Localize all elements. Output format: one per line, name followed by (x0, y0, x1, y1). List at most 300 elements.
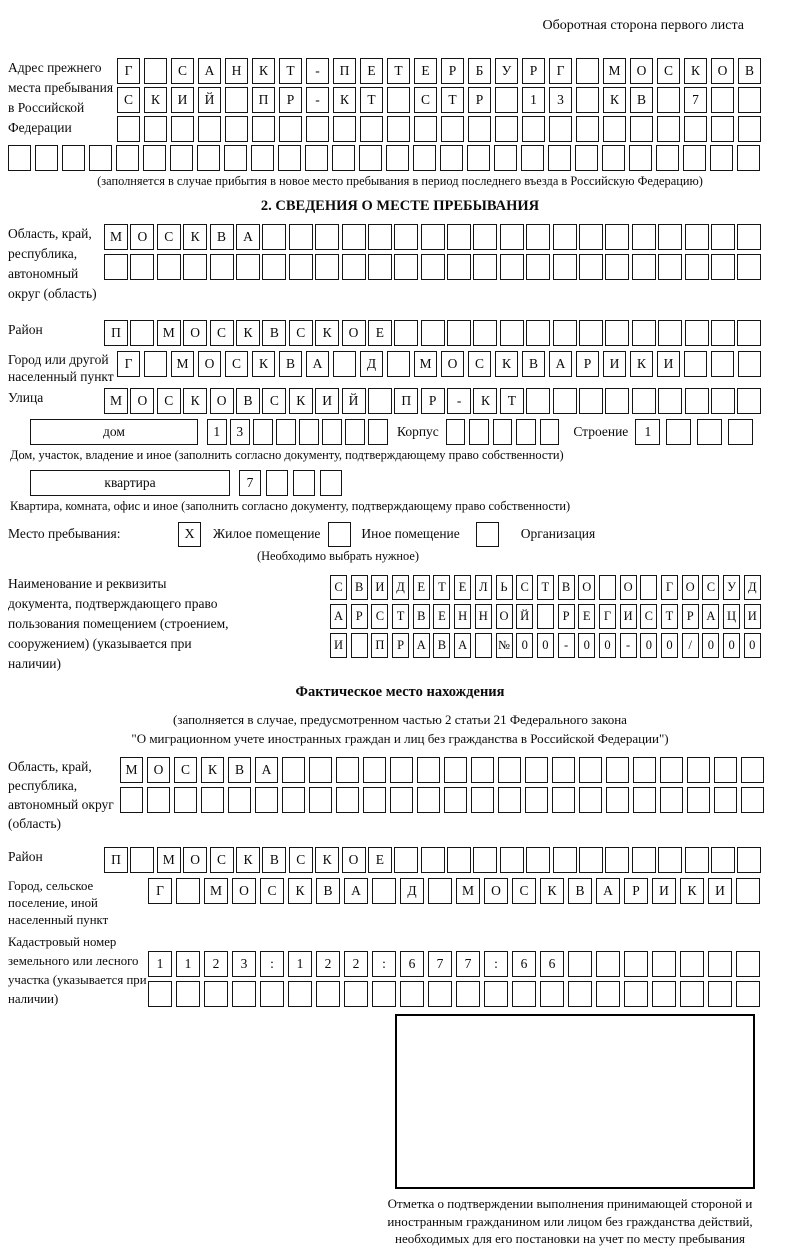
char-cell (282, 787, 305, 813)
char-cell: 0 (516, 633, 533, 658)
char-cell (658, 254, 682, 280)
char-cell (428, 878, 452, 904)
char-cell (224, 145, 247, 171)
char-cell: Ь (496, 575, 513, 600)
char-cell: Т (500, 388, 524, 414)
char-cell: Т (392, 604, 409, 629)
char-cell (632, 224, 656, 250)
char-cell: О (682, 575, 699, 600)
char-cell (344, 981, 368, 1007)
char-cell (685, 254, 709, 280)
char-cell (8, 145, 31, 171)
actual-location-caption (8, 710, 792, 748)
char-cell: С (330, 575, 347, 600)
char-cell: 7 (239, 470, 261, 496)
char-cell (456, 981, 480, 1007)
char-cell: К (183, 388, 207, 414)
char-cell: И (620, 604, 637, 629)
char-cell (737, 224, 761, 250)
char-cell: Т (661, 604, 678, 629)
actual-region-row-2 (120, 787, 768, 813)
char-cell: П (104, 320, 128, 346)
char-cell (394, 320, 418, 346)
char-cell (737, 847, 761, 873)
char-cell (512, 981, 536, 1007)
char-cell: О (342, 320, 366, 346)
stay-type-block (8, 521, 792, 547)
char-cell (596, 951, 620, 977)
street-row (104, 388, 764, 414)
char-cell: № (496, 633, 513, 658)
char-cell (540, 981, 564, 1007)
char-cell (579, 787, 602, 813)
char-cell: - (306, 58, 329, 84)
char-cell (413, 145, 436, 171)
char-cell: 0 (744, 633, 761, 658)
char-cell: Н (454, 604, 471, 629)
char-cell (576, 87, 599, 113)
region-block (8, 224, 792, 304)
char-cell (363, 757, 386, 783)
char-cell: П (371, 633, 388, 658)
char-cell (467, 145, 490, 171)
char-cell: В (236, 388, 260, 414)
prev-address-rows (117, 58, 765, 142)
char-cell: П (394, 388, 418, 414)
stamp-caption: Отметка о подтверждении выполнения принимающей стороной и иностранным гражданином или лицом без гражданства действий, необходимых для его постановки на учет по месту пребывания (387, 1196, 753, 1246)
char-cell: К (495, 351, 518, 377)
char-cell (737, 388, 761, 414)
char-cell (198, 116, 221, 142)
doc-row-1 (330, 575, 764, 600)
char-cell: Г (148, 878, 172, 904)
char-cell (336, 787, 359, 813)
char-cell (605, 254, 629, 280)
char-cell (711, 224, 735, 250)
char-cell (526, 847, 550, 873)
char-cell (345, 419, 365, 445)
char-cell (568, 951, 592, 977)
char-cell: О (578, 575, 595, 600)
stay-type-caption: (Необходимо выбрать нужное) (256, 549, 420, 563)
char-cell (640, 575, 657, 600)
char-cell (130, 254, 154, 280)
street-label: Улица (8, 390, 44, 405)
cadastral-rows (148, 951, 764, 1007)
char-cell (652, 981, 676, 1007)
char-cell: К (684, 58, 707, 84)
cadastral-block (8, 933, 792, 1009)
char-cell (62, 145, 85, 171)
char-cell (605, 320, 629, 346)
char-cell (736, 951, 760, 977)
char-cell: У (723, 575, 740, 600)
char-cell: 0 (599, 633, 616, 658)
char-cell: О (183, 847, 207, 873)
char-cell (658, 320, 682, 346)
char-cell: Е (413, 575, 430, 600)
char-cell (130, 320, 154, 346)
char-cell: Р (441, 58, 464, 84)
char-cell (498, 787, 521, 813)
char-cell: К (252, 58, 275, 84)
char-cell: С (210, 320, 234, 346)
char-cell: К (144, 87, 167, 113)
char-cell: К (473, 388, 497, 414)
char-cell (633, 787, 656, 813)
char-cell: В (351, 575, 368, 600)
char-cell (579, 254, 603, 280)
char-cell (225, 87, 248, 113)
char-cell (660, 757, 683, 783)
char-cell (711, 351, 734, 377)
char-cell: Г (549, 58, 572, 84)
stay-type-option-organization: Организация (520, 526, 596, 541)
char-cell (516, 419, 536, 445)
stay-type-checkbox-residential: X (178, 522, 201, 547)
char-cell (658, 847, 682, 873)
char-cell (553, 388, 577, 414)
char-cell: К (630, 351, 653, 377)
char-cell: 0 (537, 633, 554, 658)
doc-rows (330, 574, 764, 658)
char-cell (629, 145, 652, 171)
char-cell (447, 224, 471, 250)
char-cell (500, 254, 524, 280)
char-cell: М (171, 351, 194, 377)
char-cell (288, 981, 312, 1007)
char-cell: И (657, 351, 680, 377)
char-cell (495, 116, 518, 142)
char-cell (633, 757, 656, 783)
char-cell: К (288, 878, 312, 904)
char-cell (484, 981, 508, 1007)
char-cell (500, 224, 524, 250)
char-cell (252, 116, 275, 142)
char-cell (500, 847, 524, 873)
char-cell (680, 981, 704, 1007)
char-cell (632, 254, 656, 280)
char-cell: А (236, 224, 260, 250)
actual-region-row-1 (120, 757, 768, 783)
char-cell: П (104, 847, 128, 873)
actual-district-label: Район (8, 849, 43, 864)
char-cell (446, 419, 466, 445)
char-cell (553, 320, 577, 346)
char-cell: Р (351, 604, 368, 629)
char-cell (174, 787, 197, 813)
char-cell: Т (433, 575, 450, 600)
char-cell (360, 116, 383, 142)
char-cell (289, 254, 313, 280)
char-cell (144, 116, 167, 142)
prev-address-row-4 (8, 145, 792, 171)
region-label: Область, край, республика, автономный округ (область) (8, 226, 97, 301)
char-cell (299, 419, 319, 445)
char-cell (714, 787, 737, 813)
char-cell: : (372, 951, 396, 977)
prev-address-caption: (заполняется в случае прибытия в новое место пребывания в период последнего въезда в Российскую Федерацию) (97, 174, 703, 188)
char-cell (526, 224, 550, 250)
char-cell: : (484, 951, 508, 977)
char-cell: С (512, 878, 536, 904)
char-cell: К (201, 757, 224, 783)
house-row (207, 419, 391, 445)
char-cell: С (117, 87, 140, 113)
char-cell (236, 254, 260, 280)
doc-row-2 (330, 604, 764, 629)
char-cell (579, 757, 602, 783)
char-cell (521, 145, 544, 171)
char-cell: 3 (549, 87, 572, 113)
char-cell (201, 787, 224, 813)
char-cell (289, 224, 313, 250)
char-cell (351, 633, 368, 658)
char-cell (316, 981, 340, 1007)
char-cell: - (558, 633, 575, 658)
char-cell: В (262, 847, 286, 873)
char-cell: О (484, 878, 508, 904)
char-cell (666, 419, 691, 445)
char-cell: И (744, 604, 761, 629)
char-cell (440, 145, 463, 171)
char-cell (390, 757, 413, 783)
char-cell (714, 757, 737, 783)
char-cell: Г (599, 604, 616, 629)
stay-type-option-other-premises: Иное помещение (361, 526, 460, 541)
house-caption: Дом, участок, владение и иное (заполнить согласно документу, подтверждающему право собственности) (10, 448, 564, 462)
char-cell (225, 116, 248, 142)
char-cell (680, 951, 704, 977)
char-cell (262, 254, 286, 280)
char-cell (493, 419, 513, 445)
house-box-label: дом (30, 419, 198, 445)
char-cell (576, 116, 599, 142)
char-cell: А (198, 58, 221, 84)
char-cell: К (236, 320, 260, 346)
char-cell (576, 58, 599, 84)
char-cell (596, 981, 620, 1007)
char-cell: Г (117, 351, 140, 377)
char-cell (579, 847, 603, 873)
char-cell: Е (360, 58, 383, 84)
char-cell: Ц (723, 604, 740, 629)
char-cell: С (371, 604, 388, 629)
char-cell: А (330, 604, 347, 629)
char-cell: 2 (316, 951, 340, 977)
char-cell: / (682, 633, 699, 658)
char-cell (394, 224, 418, 250)
char-cell (278, 145, 301, 171)
char-cell (737, 145, 760, 171)
char-cell (421, 320, 445, 346)
char-cell: 0 (702, 633, 719, 658)
char-cell (738, 87, 761, 113)
doc-block (8, 574, 792, 674)
char-cell: О (496, 604, 513, 629)
char-cell (606, 787, 629, 813)
char-cell: О (198, 351, 221, 377)
char-cell (390, 787, 413, 813)
char-cell: К (236, 847, 260, 873)
char-cell (498, 757, 521, 783)
korpus-label: Корпус (397, 424, 439, 439)
char-cell: Е (368, 847, 392, 873)
char-cell: Е (433, 604, 450, 629)
prev-address-label: Адрес прежнего места пребывания в Российской Федерации (8, 60, 114, 135)
char-cell: И (171, 87, 194, 113)
char-cell: Д (360, 351, 383, 377)
actual-region-label: Область, край, республика, автономный округ (область) (8, 759, 114, 831)
char-cell: С (262, 388, 286, 414)
char-cell (687, 787, 710, 813)
char-cell: Г (117, 58, 140, 84)
char-cell: В (316, 878, 340, 904)
char-cell (579, 388, 603, 414)
char-cell: А (454, 633, 471, 658)
char-cell: К (680, 878, 704, 904)
char-cell (657, 87, 680, 113)
prev-address-row-3 (117, 116, 765, 142)
apartment-box-label: квартира (30, 470, 230, 496)
char-cell (266, 470, 288, 496)
char-cell: А (306, 351, 329, 377)
char-cell (305, 145, 328, 171)
char-cell (658, 388, 682, 414)
char-cell (579, 320, 603, 346)
section2-title: 2. СВЕДЕНИЯ О МЕСТЕ ПРЕБЫВАНИЯ (260, 198, 540, 214)
char-cell (309, 757, 332, 783)
char-cell (630, 116, 653, 142)
char-cell (333, 351, 356, 377)
region-rows (104, 224, 764, 280)
char-cell (255, 787, 278, 813)
char-cell: К (252, 351, 275, 377)
char-cell (282, 757, 305, 783)
char-cell: Т (537, 575, 554, 600)
char-cell: М (120, 757, 143, 783)
char-cell (685, 320, 709, 346)
char-cell: Р (576, 351, 599, 377)
char-cell (525, 757, 548, 783)
char-cell (232, 981, 256, 1007)
char-cell (471, 787, 494, 813)
char-cell (738, 351, 761, 377)
char-cell (363, 787, 386, 813)
char-cell: М (603, 58, 626, 84)
char-cell: 6 (512, 951, 536, 977)
char-cell (148, 981, 172, 1007)
char-cell: В (279, 351, 302, 377)
char-cell (253, 419, 273, 445)
char-cell (417, 787, 440, 813)
char-cell (697, 419, 722, 445)
char-cell: И (371, 575, 388, 600)
char-cell: С (289, 847, 313, 873)
char-cell (444, 757, 467, 783)
char-cell (741, 757, 764, 783)
char-cell: К (183, 224, 207, 250)
char-cell (144, 351, 167, 377)
char-cell (687, 757, 710, 783)
char-cell: С (174, 757, 197, 783)
char-cell: Л (475, 575, 492, 600)
city-block (8, 349, 792, 385)
char-cell (549, 116, 572, 142)
char-cell: Р (558, 604, 575, 629)
char-cell (394, 847, 418, 873)
char-cell: В (228, 757, 251, 783)
char-cell: Р (624, 878, 648, 904)
char-cell: С (171, 58, 194, 84)
char-cell: Д (392, 575, 409, 600)
char-cell (444, 787, 467, 813)
char-cell (683, 145, 706, 171)
actual-location-caption-line-1: (заполняется в случае, предусмотренном частью 2 статьи 21 Федерального закона (173, 712, 627, 727)
char-cell (421, 847, 445, 873)
char-cell: 6 (400, 951, 424, 977)
char-cell (473, 224, 497, 250)
char-cell (553, 254, 577, 280)
char-cell: Р (279, 87, 302, 113)
char-cell (368, 224, 392, 250)
apartment-block (8, 470, 792, 496)
prev-address-block (8, 58, 792, 142)
char-cell: М (414, 351, 437, 377)
char-cell (116, 145, 139, 171)
char-cell (262, 224, 286, 250)
char-cell: О (130, 224, 154, 250)
char-cell: О (441, 351, 464, 377)
region-row-2 (104, 254, 764, 280)
char-cell (632, 388, 656, 414)
char-cell: 0 (578, 633, 595, 658)
char-cell (176, 981, 200, 1007)
char-cell (417, 757, 440, 783)
char-cell: И (315, 388, 339, 414)
char-cell (548, 145, 571, 171)
char-cell (552, 757, 575, 783)
char-cell (387, 116, 410, 142)
char-cell (711, 320, 735, 346)
char-cell (711, 87, 734, 113)
char-cell (473, 320, 497, 346)
char-cell: Е (368, 320, 392, 346)
char-cell: И (708, 878, 732, 904)
prev-address-row-2 (117, 87, 765, 113)
stroenie-label: Строение (573, 424, 629, 439)
char-cell (708, 981, 732, 1007)
char-cell (495, 87, 518, 113)
char-cell: О (232, 878, 256, 904)
char-cell (315, 254, 339, 280)
char-cell: М (104, 388, 128, 414)
char-cell (606, 757, 629, 783)
doc-row-3 (330, 633, 764, 658)
char-cell: Р (392, 633, 409, 658)
char-cell (372, 878, 396, 904)
char-cell (368, 254, 392, 280)
char-cell: Е (578, 604, 595, 629)
char-cell (553, 224, 577, 250)
stay-type-checkbox-other-premises (328, 522, 351, 547)
char-cell (157, 254, 181, 280)
char-cell (320, 470, 342, 496)
char-cell: 1 (635, 419, 660, 445)
region-row-1 (104, 224, 764, 250)
char-cell (526, 254, 550, 280)
char-cell: О (630, 58, 653, 84)
